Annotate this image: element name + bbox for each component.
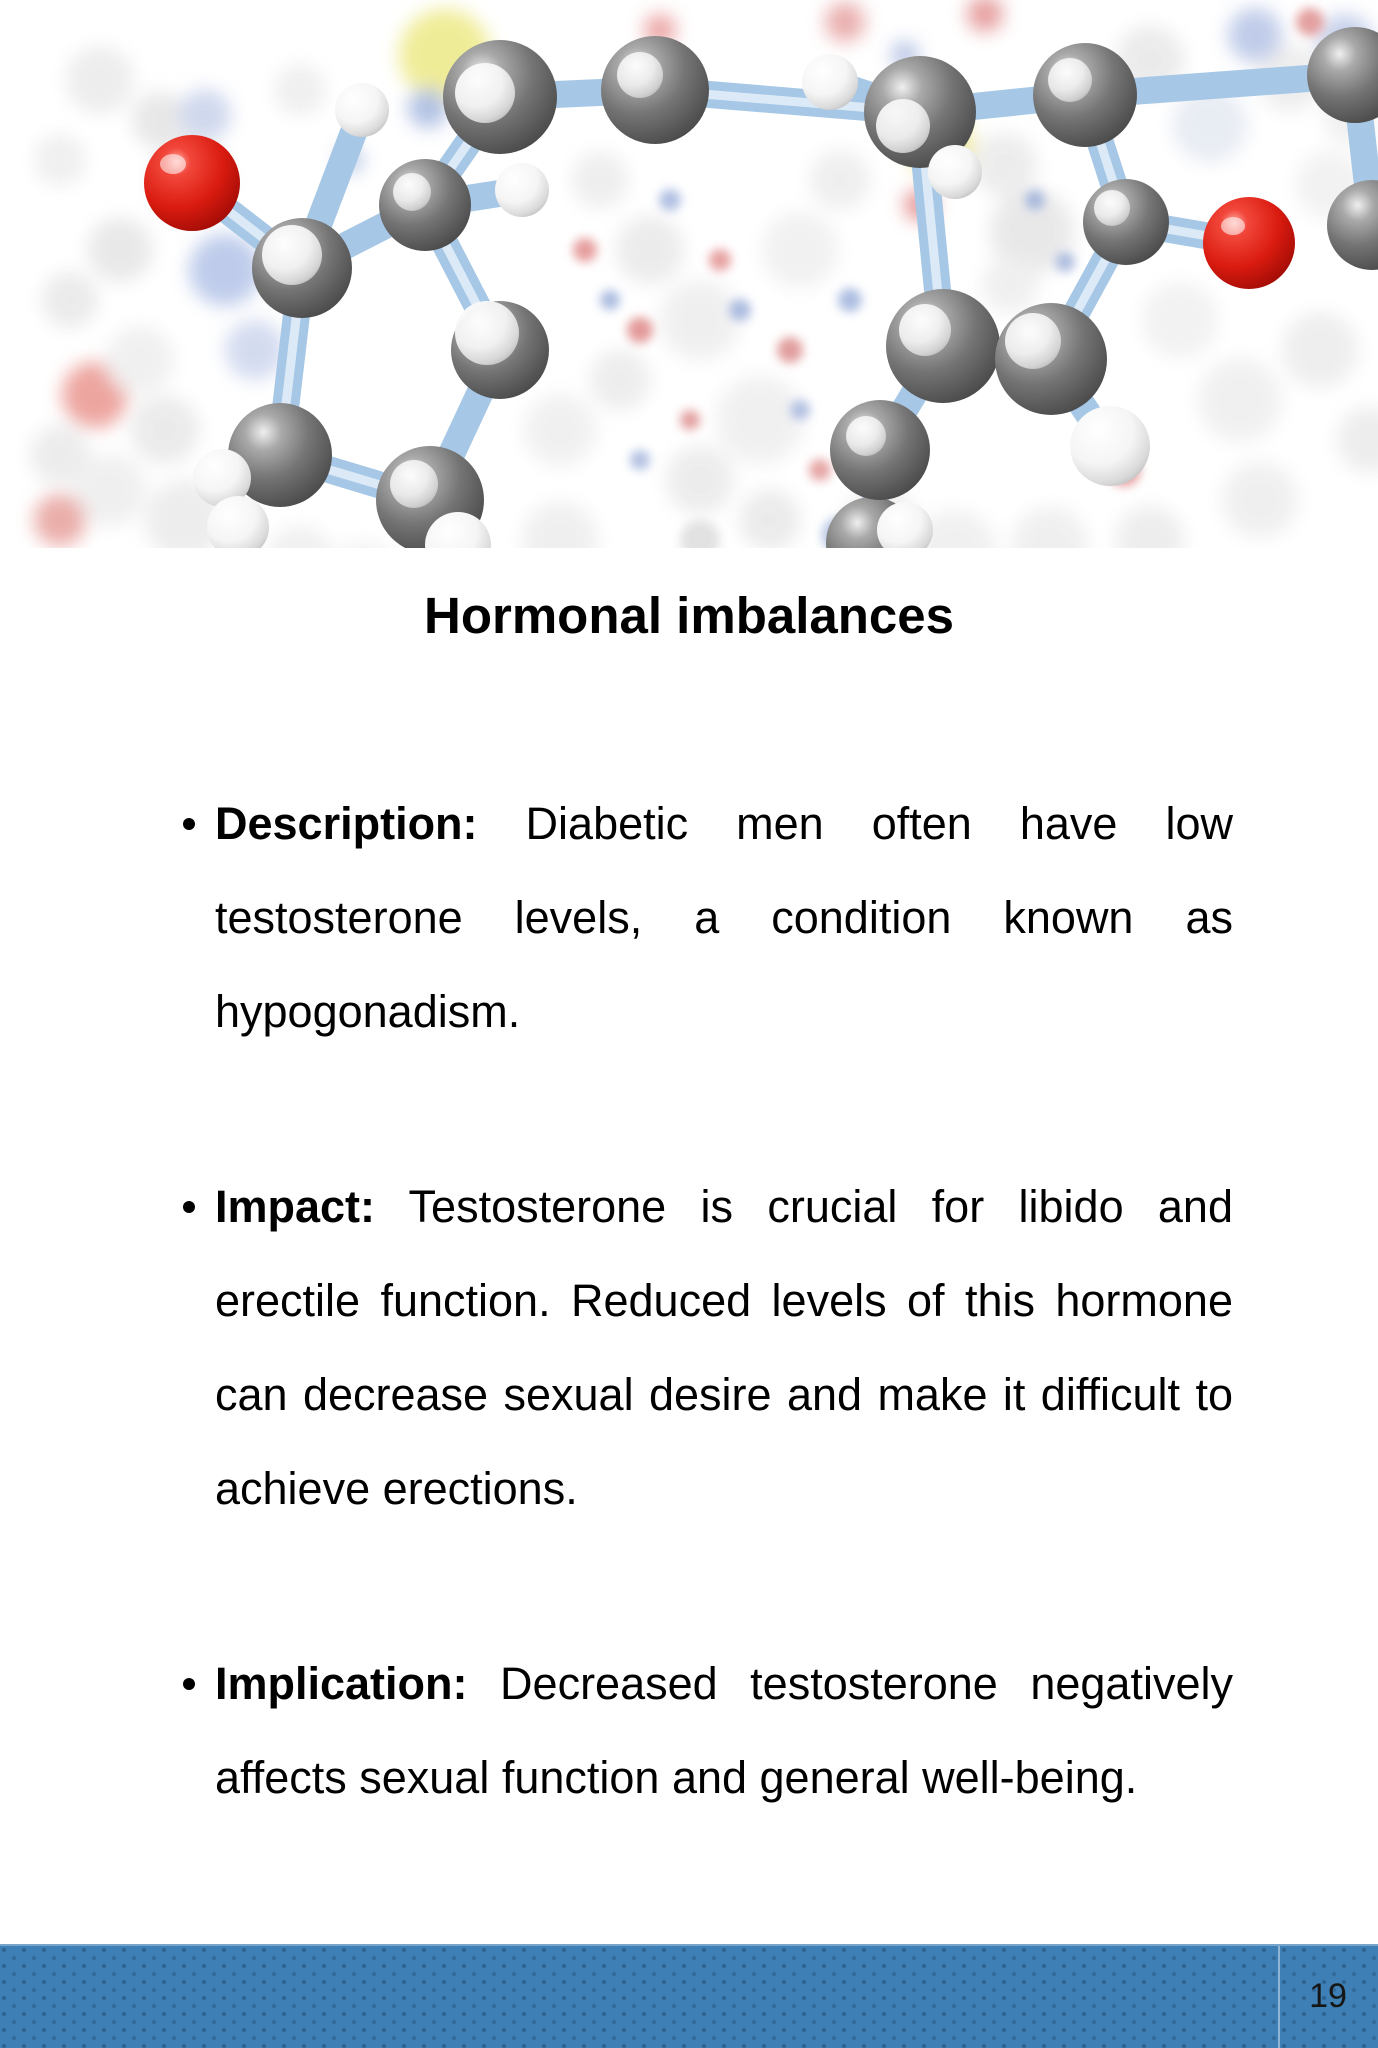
text-line: can decrease sexual desire and make it difficult to (215, 1369, 1233, 1420)
bullet-item (215, 1637, 1233, 1825)
text-line (215, 1637, 1233, 1731)
bullet-list (215, 777, 1233, 1926)
bullet-item (215, 1160, 1233, 1536)
text-line: erectile function. Reduced levels of this hormone (215, 1275, 1233, 1326)
bullet-text: Testosterone is crucial for libido and (375, 1181, 1233, 1232)
page-title: Hormonal imbalances (424, 587, 954, 644)
molecule-image (0, 0, 1378, 548)
bullet-lead: Impact: (215, 1181, 376, 1232)
footer-bar (0, 1944, 1378, 2048)
page-number: 19 (1309, 1976, 1347, 2015)
text-line (215, 777, 1233, 871)
text-line: affects sexual function and general well-being. (215, 1752, 1138, 1803)
bullet-text: Decreased testosterone negatively (467, 1658, 1233, 1709)
bullet-lead: Description: (215, 798, 478, 849)
text-line: hypogonadism. (215, 986, 521, 1037)
text-line: testosterone levels, a condition known as (215, 892, 1233, 943)
molecule-illustration (0, 0, 1378, 548)
text-line: achieve erections. (215, 1463, 578, 1514)
bullet-text: Diabetic men often have low (477, 798, 1233, 849)
text-line (215, 1160, 1233, 1254)
bullet-item (215, 777, 1233, 1059)
bullet-lead: Implication: (215, 1658, 468, 1709)
